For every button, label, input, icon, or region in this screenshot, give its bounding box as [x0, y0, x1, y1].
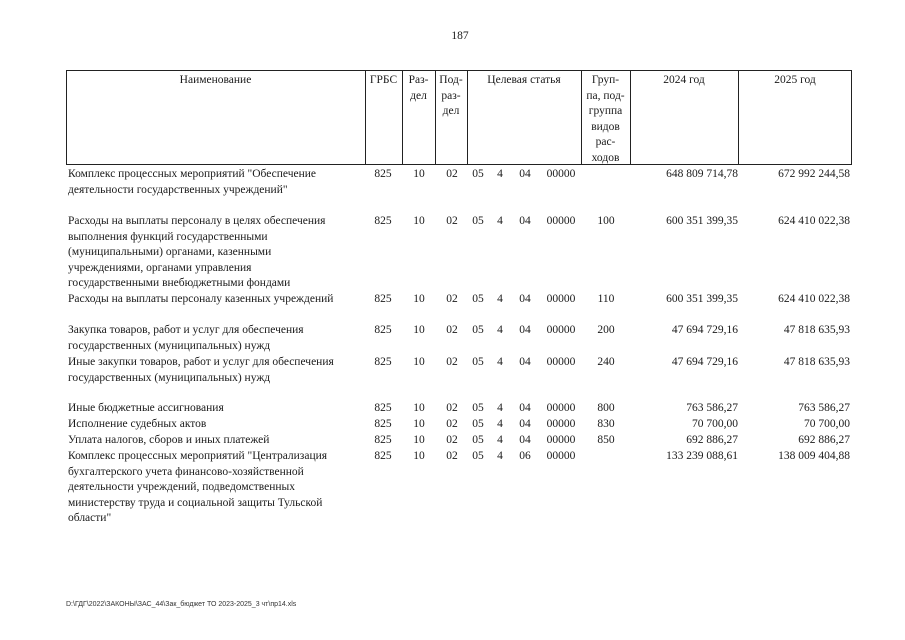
- row-target-4: 00000: [546, 434, 576, 446]
- row-razdel: 10: [413, 402, 425, 414]
- row-name: [68, 417, 363, 433]
- header-group-line: па, под-: [586, 89, 625, 102]
- row-podrazdel: 02: [446, 402, 458, 414]
- header-group-line: видов: [591, 120, 620, 133]
- row-name-line: государственными внебюджетными фондами: [68, 277, 291, 289]
- row-target-2: 4: [497, 450, 503, 462]
- row-grbs: 825: [374, 356, 392, 368]
- row-target-3: 04: [519, 418, 531, 430]
- header-name: Наименование: [179, 74, 252, 86]
- header-podrazdel: [435, 73, 467, 120]
- header-razdel-line: Раз-: [408, 74, 429, 86]
- file-path-footer: D:\ГДГ\2022\ЗАКОНЫ\ЗАС_44\Зак_бюджет ТО 2023-2025_3 чт\пр14.xls: [66, 601, 297, 608]
- row-target-3: 04: [519, 402, 531, 414]
- row-grbs: 825: [374, 450, 392, 462]
- row-podrazdel: 02: [446, 434, 458, 446]
- row-target-3: 06: [519, 450, 531, 462]
- row-target-1: 05: [472, 402, 484, 414]
- header-2025: 2025 год: [774, 74, 816, 86]
- row-razdel: 10: [413, 293, 425, 305]
- row-target-1: 05: [472, 324, 484, 336]
- row-target-2: 4: [497, 168, 503, 180]
- row-target-4: 00000: [546, 450, 576, 462]
- header-grbs: ГРБС: [369, 74, 398, 86]
- row-amount-2024: 133 239 088,61: [666, 450, 738, 462]
- row-target-2: 4: [497, 215, 503, 227]
- row-podrazdel: 02: [446, 356, 458, 368]
- row-amount-2024: 648 809 714,78: [666, 168, 738, 180]
- row-amount-2025: 624 410 022,38: [778, 293, 850, 305]
- row-amount-2025: 672 992 244,58: [778, 168, 850, 180]
- row-podrazdel: 02: [446, 324, 458, 336]
- row-grbs: 825: [374, 215, 392, 227]
- row-podrazdel: 02: [446, 168, 458, 180]
- row-razdel: 10: [413, 356, 425, 368]
- row-target-3: 04: [519, 215, 531, 227]
- row-name-line: Расходы на выплаты персоналу в целях обеспечения: [68, 215, 326, 227]
- row-podrazdel: 02: [446, 215, 458, 227]
- row-podrazdel: 02: [446, 293, 458, 305]
- row-group: 800: [597, 402, 615, 414]
- row-name-line: Уплата налогов, сборов и иных платежей: [68, 434, 270, 446]
- row-target-3: 04: [519, 434, 531, 446]
- row-name-line: государственных (муниципальных) нужд: [68, 371, 271, 384]
- row-amount-2024: 763 586,27: [686, 402, 738, 414]
- row-target-1: 05: [472, 215, 484, 227]
- row-name-line: Иные закупки товаров, работ и услуг для обеспечения: [68, 356, 334, 368]
- row-name-line: Комплекс процессных мероприятий "Централизация: [68, 450, 328, 462]
- row-target-4: 00000: [546, 402, 576, 414]
- row-amount-2025: 47 818 635,93: [783, 324, 850, 336]
- row-group: 240: [597, 356, 615, 368]
- header-podrazdel-line: Под-: [439, 74, 463, 86]
- header-podrazdel-line: дел: [442, 105, 460, 117]
- row-name-line: выполнения функций государственными: [68, 230, 268, 243]
- row-target-4: 00000: [546, 324, 576, 336]
- row-podrazdel: 02: [446, 450, 458, 462]
- row-target-1: 05: [472, 434, 484, 446]
- row-amount-2025: 138 009 404,88: [778, 450, 850, 462]
- row-razdel: 10: [413, 168, 425, 180]
- row-name: [68, 323, 363, 354]
- row-name: [68, 292, 363, 308]
- row-target-2: 4: [497, 434, 503, 446]
- row-target-2: 4: [497, 418, 503, 430]
- row-name: [68, 401, 363, 417]
- row-name: [68, 449, 363, 527]
- row-amount-2025: 47 818 635,93: [783, 356, 850, 368]
- row-name-line: Комплекс процессных мероприятий "Обеспечение: [68, 168, 317, 180]
- row-grbs: 825: [374, 418, 392, 430]
- row-name-line: Закупка товаров, работ и услуг для обеспечения: [68, 324, 304, 336]
- row-amount-2024: 600 351 399,35: [666, 215, 738, 227]
- header-group-line: рас-: [595, 136, 616, 148]
- row-grbs: 825: [374, 168, 392, 180]
- row-name-line: учреждениями, органами управления: [68, 261, 252, 274]
- row-razdel: 10: [413, 324, 425, 336]
- row-name-line: Иные бюджетные ассигнования: [68, 402, 224, 414]
- row-target-3: 04: [519, 293, 531, 305]
- header-group-line: группа: [588, 105, 623, 117]
- row-target-1: 05: [472, 356, 484, 368]
- row-name-line: министерству труда и социальной защиты Тульской: [68, 496, 323, 509]
- header-2024: 2024 год: [663, 74, 705, 86]
- row-target-1: 05: [472, 293, 484, 305]
- row-group: 100: [597, 215, 615, 227]
- row-amount-2025: 624 410 022,38: [778, 215, 850, 227]
- row-target-1: 05: [472, 168, 484, 180]
- row-target-4: 00000: [546, 293, 576, 305]
- row-razdel: 10: [413, 450, 425, 462]
- row-grbs: 825: [374, 324, 392, 336]
- row-grbs: 825: [374, 402, 392, 414]
- row-target-4: 00000: [546, 168, 576, 180]
- row-amount-2024: 47 694 729,16: [671, 324, 738, 336]
- row-name-line: Расходы на выплаты персоналу казенных учреждений: [68, 293, 334, 305]
- row-target-2: 4: [497, 356, 503, 368]
- header-podrazdel-line: раз-: [441, 89, 461, 102]
- row-name-line: деятельности учреждений, подведомственных: [68, 481, 295, 493]
- row-amount-2025: 763 586,27: [798, 402, 850, 414]
- row-target-1: 05: [472, 450, 484, 462]
- row-amount-2025: 70 700,00: [804, 418, 850, 430]
- row-target-3: 04: [519, 324, 531, 336]
- row-target-4: 00000: [546, 215, 576, 227]
- row-podrazdel: 02: [446, 418, 458, 430]
- row-name-line: деятельности государственных учреждений": [68, 183, 288, 196]
- row-razdel: 10: [413, 434, 425, 446]
- row-name: [68, 355, 363, 386]
- row-name-line: (муниципальными) органами, казенными: [68, 246, 272, 258]
- row-amount-2024: 600 351 399,35: [666, 293, 738, 305]
- header-target: Целевая статья: [487, 74, 561, 86]
- row-target-4: 00000: [546, 418, 576, 430]
- row-grbs: 825: [374, 293, 392, 305]
- row-razdel: 10: [413, 418, 425, 430]
- row-name: [68, 214, 363, 292]
- row-grbs: 825: [374, 434, 392, 446]
- row-group: 830: [597, 418, 615, 430]
- row-razdel: 10: [413, 215, 425, 227]
- row-target-3: 04: [519, 168, 531, 180]
- row-amount-2024: 692 886,27: [686, 434, 738, 446]
- row-name: [68, 433, 363, 449]
- header-razdel-line: дел: [410, 89, 427, 102]
- header-group: [581, 73, 630, 166]
- row-target-4: 00000: [546, 356, 576, 368]
- row-group: 200: [597, 324, 615, 336]
- row-amount-2025: 692 886,27: [798, 434, 850, 446]
- row-name-line: государственных (муниципальных) нужд: [68, 339, 271, 352]
- row-group: 110: [597, 293, 615, 305]
- row-target-2: 4: [497, 293, 503, 305]
- row-name: [68, 167, 363, 198]
- row-target-3: 04: [519, 356, 531, 368]
- row-amount-2024: 47 694 729,16: [671, 356, 738, 368]
- page-number: 187: [451, 30, 469, 42]
- header-group-line: ходов: [591, 151, 620, 164]
- row-name-line: Исполнение судебных актов: [68, 418, 207, 430]
- row-group: 850: [597, 434, 615, 446]
- row-target-1: 05: [472, 418, 484, 430]
- row-name-line: области": [68, 512, 112, 524]
- header-group-line: Груп-: [591, 74, 620, 86]
- row-amount-2024: 70 700,00: [692, 418, 738, 430]
- row-target-2: 4: [497, 324, 503, 336]
- row-target-2: 4: [497, 402, 503, 414]
- header-razdel: [402, 73, 435, 104]
- row-name-line: бухгалтерского учета финансово-хозяйственной: [68, 465, 304, 478]
